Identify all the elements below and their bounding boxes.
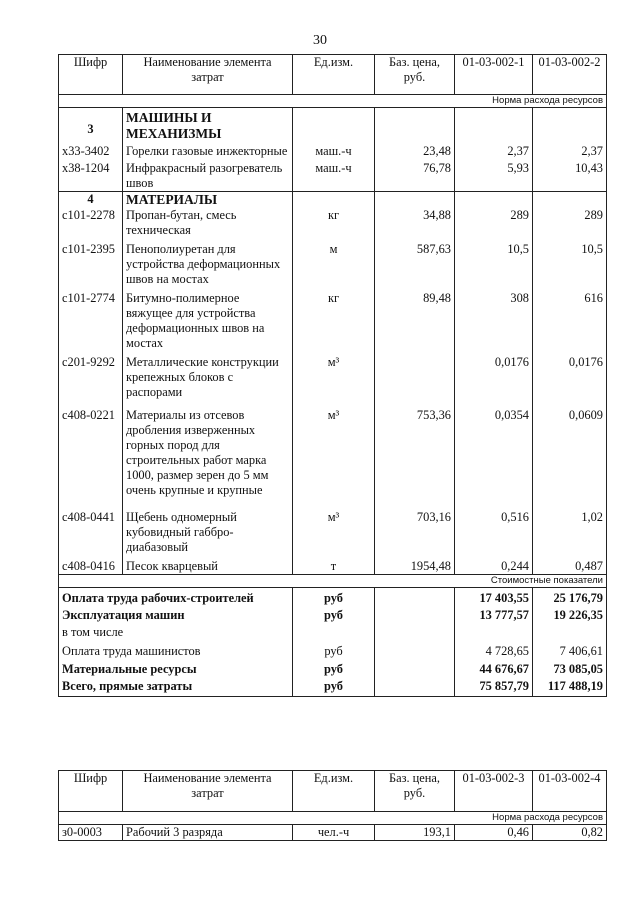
summary-unit: руб xyxy=(293,588,375,607)
table-row xyxy=(59,142,607,159)
row-value-2: 1,02 xyxy=(533,498,607,555)
norm-row xyxy=(59,812,607,825)
row-price: 23,48 xyxy=(375,142,455,159)
summary-value-1: 13 777,57 xyxy=(455,606,533,623)
row-unit: маш.-ч xyxy=(293,142,375,159)
row-value-1: 0,0176 xyxy=(455,351,533,400)
row-name: Пропан-бутан, смесь техническая xyxy=(123,208,293,238)
row-code: с101-2774 xyxy=(59,287,123,351)
table-row xyxy=(59,498,607,555)
row-price: 753,36 xyxy=(375,400,455,498)
row-code: с201-9292 xyxy=(59,351,123,400)
row-name: Песок кварцевый xyxy=(123,555,293,575)
header-price: Баз. цена, руб. xyxy=(375,771,455,812)
row-name: Щебень одномерный кубовидный габбро-диабазовый xyxy=(123,498,293,555)
cost-label: Стоимостные показатели xyxy=(59,575,607,588)
summary-row xyxy=(59,606,607,623)
row-value-2: 0,487 xyxy=(533,555,607,575)
row-price: 703,16 xyxy=(375,498,455,555)
row-value-1: 5,93 xyxy=(455,159,533,192)
summary-value-2: 19 226,35 xyxy=(533,606,607,623)
row-price: 76,78 xyxy=(375,159,455,192)
header-col2: 01-03-002-4 xyxy=(533,771,607,812)
summary-label: Оплата труда рабочих-строителей xyxy=(59,588,293,607)
row-unit: кг xyxy=(293,287,375,351)
row-unit: кг xyxy=(293,208,375,238)
row-code: з0-0003 xyxy=(59,825,123,841)
row-name: Битумно-полимерное вяжущее для устройства деформационных швов на мостах xyxy=(123,287,293,351)
row-unit: маш.-ч xyxy=(293,159,375,192)
row-code: х33-3402 xyxy=(59,142,123,159)
header-col1: 01-03-002-1 xyxy=(455,55,533,95)
row-name: Металлические конструкции крепежных блоков с распорами xyxy=(123,351,293,400)
row-value-2: 10,5 xyxy=(533,238,607,287)
summary-label: Оплата труда машинистов xyxy=(59,640,293,659)
row-value-1: 0,0354 xyxy=(455,400,533,498)
table-row xyxy=(59,351,607,400)
table-row xyxy=(59,208,607,238)
summary-row xyxy=(59,640,607,659)
row-name: Горелки газовые инжекторные xyxy=(123,142,293,159)
row-unit: чел.-ч xyxy=(293,825,375,841)
row-price: 587,63 xyxy=(375,238,455,287)
summary-label: Эксплуатация машин xyxy=(59,606,293,623)
row-value-2: 289 xyxy=(533,208,607,238)
summary-value-2: 25 176,79 xyxy=(533,588,607,607)
header-name: Наименование элемента затрат xyxy=(123,771,293,812)
summary-row xyxy=(59,588,607,607)
summary-row xyxy=(59,623,607,640)
section-title: МАШИНЫ И МЕХАНИЗМЫ xyxy=(123,108,293,143)
summary-value-1: 4 728,65 xyxy=(455,640,533,659)
row-unit: м³ xyxy=(293,498,375,555)
summary-row xyxy=(59,677,607,697)
row-price: 34,88 xyxy=(375,208,455,238)
row-value-1: 308 xyxy=(455,287,533,351)
row-code: с408-0441 xyxy=(59,498,123,555)
table-header-row xyxy=(59,55,607,95)
row-value-2: 0,0609 xyxy=(533,400,607,498)
resource-table-1 xyxy=(58,54,607,697)
norm-label: Норма расхода ресурсов xyxy=(59,812,607,825)
cost-indicators-row xyxy=(59,575,607,588)
header-code: Шифр xyxy=(59,55,123,95)
resource-table-2 xyxy=(58,770,607,841)
table-row xyxy=(59,238,607,287)
section-header xyxy=(59,192,607,209)
row-code: с408-0221 xyxy=(59,400,123,498)
table-header-row xyxy=(59,771,607,812)
section-number: 3 xyxy=(59,108,123,143)
row-price xyxy=(375,351,455,400)
header-code: Шифр xyxy=(59,771,123,812)
row-name: Материалы из отсевов дробления изверженных горных пород для строительных работ марка 1000, размер зерен до 5 мм очень крупные и крупные xyxy=(123,400,293,498)
section-header xyxy=(59,108,607,143)
row-unit: м³ xyxy=(293,400,375,498)
page-number: 30 xyxy=(313,33,327,48)
row-unit: м xyxy=(293,238,375,287)
summary-unit xyxy=(293,623,375,640)
row-value-2: 2,37 xyxy=(533,142,607,159)
row-code: х38-1204 xyxy=(59,159,123,192)
header-col1: 01-03-002-3 xyxy=(455,771,533,812)
norm-row xyxy=(59,95,607,108)
row-value-1: 0,516 xyxy=(455,498,533,555)
table-row xyxy=(59,287,607,351)
row-code: с101-2278 xyxy=(59,208,123,238)
row-name: Пенополиуретан для устройства деформационных швов на мостах xyxy=(123,238,293,287)
summary-unit: руб xyxy=(293,659,375,677)
summary-value-2: 7 406,61 xyxy=(533,640,607,659)
table-row xyxy=(59,825,607,841)
row-price: 89,48 xyxy=(375,287,455,351)
summary-label: Материальные ресурсы xyxy=(59,659,293,677)
row-value-2: 0,82 xyxy=(533,825,607,841)
section-number: 4 xyxy=(59,192,123,209)
summary-value-1: 44 676,67 xyxy=(455,659,533,677)
header-col2: 01-03-002-2 xyxy=(533,55,607,95)
summary-row xyxy=(59,659,607,677)
row-name: Инфракрасный разогреватель швов xyxy=(123,159,293,192)
row-price: 1954,48 xyxy=(375,555,455,575)
table-row xyxy=(59,159,607,192)
row-code: с408-0416 xyxy=(59,555,123,575)
row-unit: м³ xyxy=(293,351,375,400)
summary-value-1: 75 857,79 xyxy=(455,677,533,697)
summary-unit: руб xyxy=(293,640,375,659)
row-value-1: 289 xyxy=(455,208,533,238)
norm-label: Норма расхода ресурсов xyxy=(59,95,607,108)
summary-label: Всего, прямые затраты xyxy=(59,677,293,697)
summary-value-2: 73 085,05 xyxy=(533,659,607,677)
summary-value-1: 17 403,55 xyxy=(455,588,533,607)
summary-value-1 xyxy=(455,623,533,640)
header-name: Наименование элемента затрат xyxy=(123,55,293,95)
row-value-1: 0,46 xyxy=(455,825,533,841)
row-value-2: 0,0176 xyxy=(533,351,607,400)
section-title: МАТЕРИАЛЫ xyxy=(123,192,293,209)
row-value-1: 10,5 xyxy=(455,238,533,287)
header-price: Баз. цена, руб. xyxy=(375,55,455,95)
summary-unit: руб xyxy=(293,677,375,697)
row-value-2: 10,43 xyxy=(533,159,607,192)
summary-label: в том числе xyxy=(59,623,293,640)
row-value-1: 2,37 xyxy=(455,142,533,159)
row-unit: т xyxy=(293,555,375,575)
table-row xyxy=(59,400,607,498)
row-name: Рабочий 3 разряда xyxy=(123,825,293,841)
row-value-1: 0,244 xyxy=(455,555,533,575)
table-row xyxy=(59,555,607,575)
summary-value-2 xyxy=(533,623,607,640)
header-unit: Ед.изм. xyxy=(293,55,375,95)
summary-unit: руб xyxy=(293,606,375,623)
header-unit: Ед.изм. xyxy=(293,771,375,812)
row-price: 193,1 xyxy=(375,825,455,841)
row-value-2: 616 xyxy=(533,287,607,351)
row-code: с101-2395 xyxy=(59,238,123,287)
summary-value-2: 117 488,19 xyxy=(533,677,607,697)
